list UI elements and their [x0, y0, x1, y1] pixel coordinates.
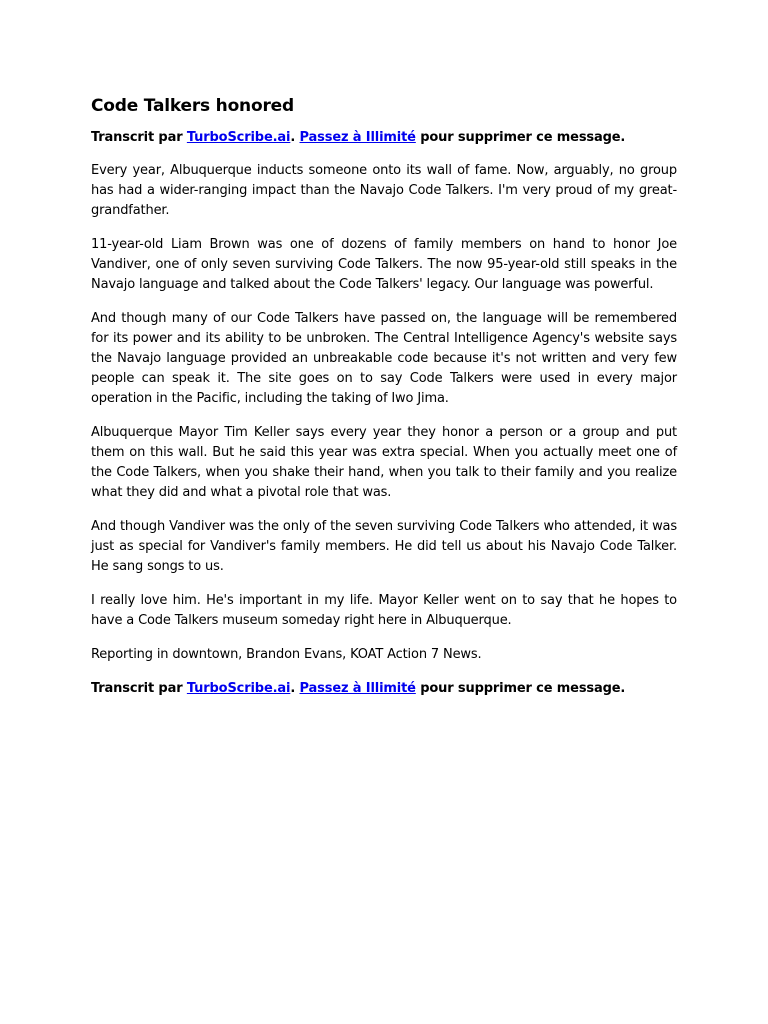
turboscribe-link[interactable]: TurboScribe.ai: [186, 130, 291, 145]
banner-prefix: Transcrit par: [91, 130, 187, 145]
paragraph-6: I really love him. He's important in my life. Mayor Keller went on to say that he hopes to have a Code Talkers museum someday right here in Albuquerque.: [91, 593, 677, 628]
paragraph-2: 11-year-old Liam Brown was one of dozens of family members on hand to honor Joe Vandiver, one of only seven surviving Code Talkers. The now 95-year-old still speaks in the Navajo language and talked about the Code Talkers' legacy. Our language was powerful.: [91, 237, 677, 292]
banner-separator: .: [290, 681, 300, 696]
paragraph-3: And though many of our Code Talkers have passed on, the language will be remembered for its power and its ability to be unbroken. The Central Intelligence Agency's website says the Navajo language provided an unbreakable code because it's not written and very few people can speak it. The site goes on to say Code Talkers were used in every major operation in the Pacific, including the taking of Iwo Jima.: [91, 311, 677, 406]
paragraph-7: Reporting in downtown, Brandon Evans, KOAT Action 7 News.: [91, 647, 482, 662]
upgrade-unlimited-link[interactable]: Passez à Illimité: [299, 130, 416, 145]
turboscribe-link[interactable]: TurboScribe.ai: [186, 681, 291, 696]
paragraph-4: Albuquerque Mayor Tim Keller says every year they honor a person or a group and put them on this wall. But he said this year was extra special. When you actually meet one of the Code Talkers, when you shake their hand, when you talk to their family and you realize what they did and what a pivotal role that was.: [91, 425, 677, 500]
paragraph-5: And though Vandiver was the only of the seven surviving Code Talkers who attended, it was just as special for Vandiver's family members. He did tell us about his Navajo Code Talker. He sang songs to us.: [91, 519, 677, 574]
transcription-banner-top: [91, 128, 677, 148]
banner-suffix: pour supprimer ce message.: [415, 681, 626, 696]
transcription-banner-bottom: [91, 679, 677, 699]
document-page: [91, 94, 677, 712]
banner-prefix: Transcrit par: [91, 681, 187, 696]
upgrade-unlimited-link[interactable]: Passez à Illimité: [299, 681, 416, 696]
banner-suffix: pour supprimer ce message.: [415, 130, 626, 145]
page-title: Code Talkers honored: [91, 96, 294, 116]
paragraph-1: Every year, Albuquerque inducts someone onto its wall of fame. Now, arguably, no group has had a wider-ranging impact than the Navajo Code Talkers. I'm very proud of my great-grandfather.: [91, 163, 677, 218]
banner-separator: .: [290, 130, 300, 145]
